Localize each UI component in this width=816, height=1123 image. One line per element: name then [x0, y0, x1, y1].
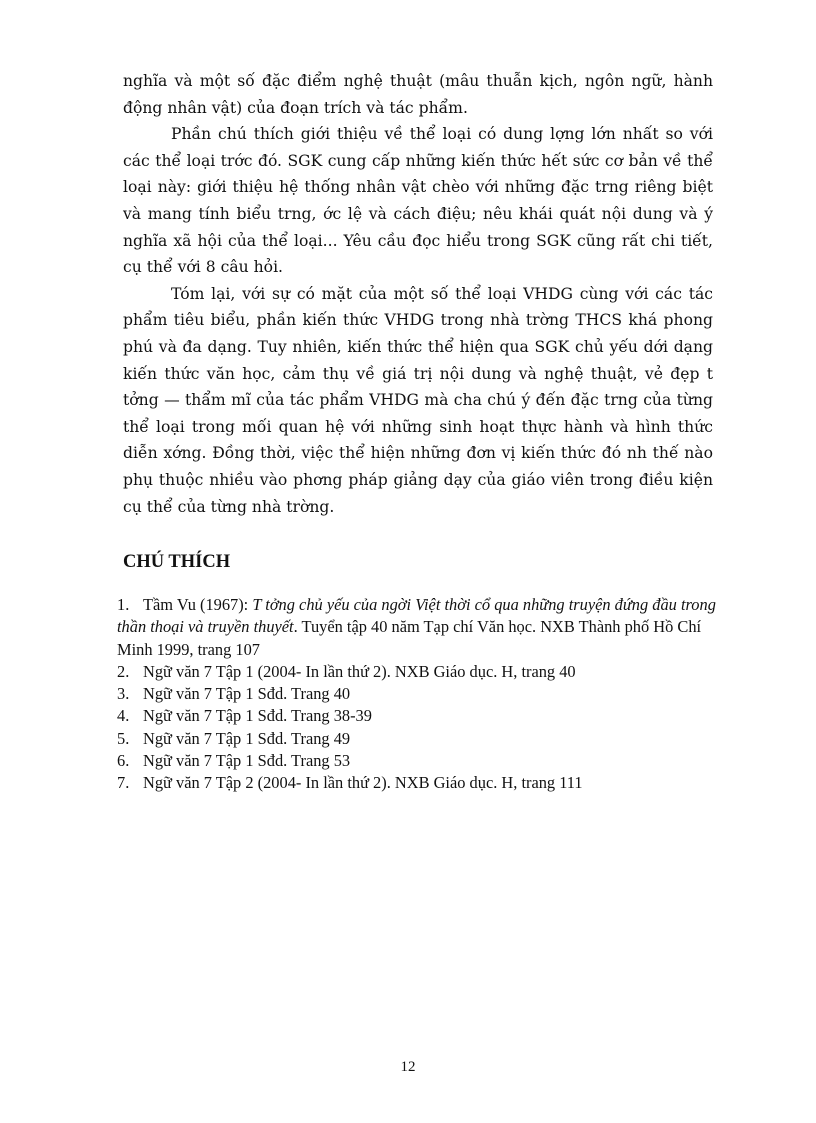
page-number: 12	[400, 1059, 416, 1075]
body-text	[123, 68, 713, 520]
note-item	[117, 661, 717, 683]
paragraph-summary: Tóm lại, với sự có mặt của một số thể loại VHDG cùng với các tác phẩm tiêu biểu, phần kiến thức VHDG trong nhà trờng THCS khá phong phú và đa dạng. Tuy nhiên, kiến thức thể hiện qua SGK chủ yếu dới dạng kiến thức văn học, cảm thụ về giá trị nội dung và nghệ thuật, vẻ đẹp t tởng — thẩm mĩ của tác phẩm VHDG mà cha chú ý đến đặc trng của từng thể loại trong mối quan hệ với những sinh hoạt thực hành và hình thức diễn xớng. Đồng thời, việc thể hiện những đơn vị kiến thức đó nh thế nào phụ thuộc nhiều vào phơng pháp giảng dạy của giáo viên trong điều kiện cụ thể của từng nhà trờng.	[123, 284, 713, 516]
note-work-title: T tởng chủ yếu của ngời Việt thời cổ qua những truyện đứng đầu trong thần thoại và truyền thuyết	[117, 595, 716, 637]
note-item	[117, 594, 717, 661]
note-item	[117, 705, 717, 727]
note-number: 4.	[117, 706, 130, 726]
note-item	[117, 772, 717, 794]
note-item	[117, 683, 717, 705]
note-number: 3.	[117, 684, 130, 704]
note-number: 5.	[117, 728, 130, 748]
note-author: Tầm Vu (1967):	[143, 595, 249, 614]
note-item	[117, 750, 717, 772]
note-number: 7.	[117, 773, 130, 793]
note-item	[117, 728, 717, 750]
note-text: Ngữ văn 7 Tập 1 Sđd. Trang 38-39	[143, 706, 372, 726]
paragraph-annotation-genre: Phần chú thích giới thiệu về thể loại có dung lợng lớn nhất so với các thể loại trớc đó. SGK cung cấp những kiến thức hết sức cơ bản về thể loại này: giới thiệu hệ thống nhân vật chèo với những đặc trng riêng biệt và mang tính biểu trng, ớc lệ và cách điệu; nêu khái quát nội dung và ý nghĩa xã hội của thể loại... Yêu cầu đọc hiểu trong SGK cũng rất chi tiết, cụ thể với 8 câu hỏi.	[123, 125, 713, 277]
note-number: 1.	[117, 595, 130, 614]
note-text: Ngữ văn 7 Tập 1 Sđd. Trang 53	[143, 751, 351, 771]
note-text: Ngữ văn 7 Tập 1 Sđd. Trang 40	[143, 684, 351, 704]
note-text: . Tuyển tập 40 năm Tạp chí Văn học. NXB Thành phố Hồ Chí Minh 1999, trang 107	[117, 617, 702, 659]
note-number: 6.	[117, 751, 130, 771]
note-number: 2.	[117, 661, 130, 681]
note-text: Ngữ văn 7 Tập 1 (2004- In lần thứ 2). NXB Giáo dục. H, trang 40	[143, 661, 576, 681]
note-text: Ngữ văn 7 Tập 1 Sđd. Trang 49	[143, 728, 351, 748]
notes-heading: CHÚ THÍCH	[123, 552, 231, 572]
notes-list	[117, 594, 717, 795]
paragraph-continued: nghĩa và một số đặc điểm nghệ thuật (mâu thuẫn kịch, ngôn ngữ, hành động nhân vật) của đoạn trích và tác phẩm.	[123, 72, 713, 117]
note-text: Ngữ văn 7 Tập 2 (2004- In lần thứ 2). NXB Giáo dục. H, trang 111	[143, 773, 583, 793]
